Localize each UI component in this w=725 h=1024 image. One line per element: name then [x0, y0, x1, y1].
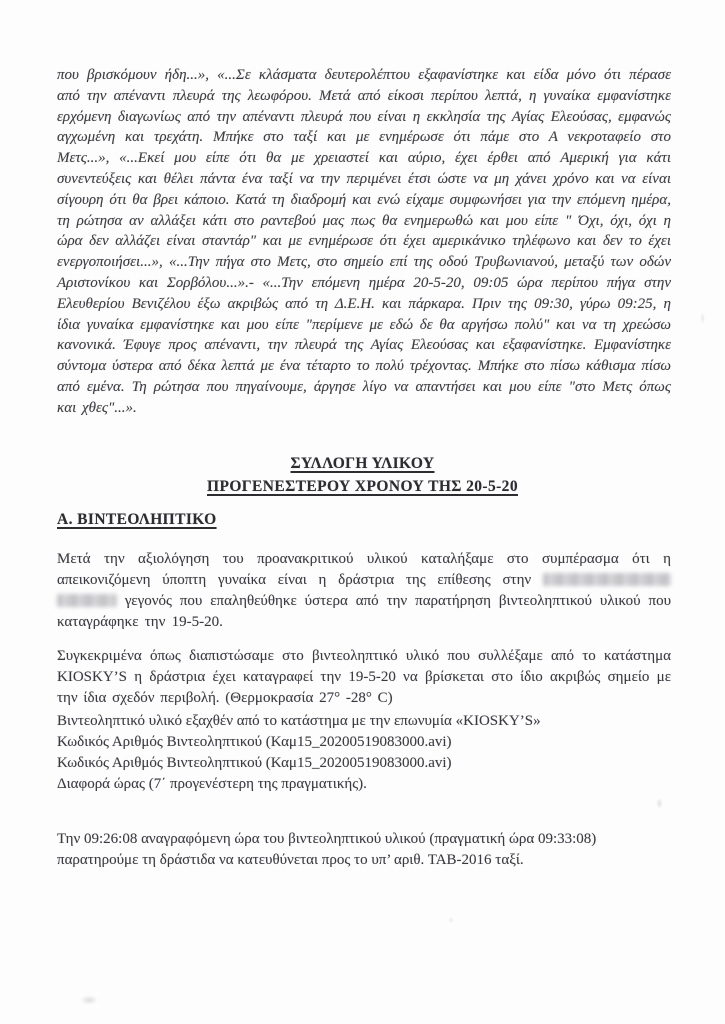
evidence-line-time-offset: Διαφορά ώρας (7΄ προγενέστερη της πραγματικής). [57, 776, 367, 792]
assessment-paragraph [57, 549, 671, 633]
scan-noise-speck [656, 798, 663, 809]
subsection-title-video: Α. ΒΙΝΤΕΟΛΗΠΤΙΚΟ [57, 511, 217, 528]
evidence-line-source: Βιντεοληπτικό υλικό εξαχθέν από το κατάστημα με την επωνυμία «KIOSKY’S» [57, 713, 541, 729]
heading-line-1: ΣΥΛΛΟΓΗ ΥΛΙΚΟΥ [290, 455, 435, 472]
heading-line-2: ΠΡΟΓΕΝΕΣΤΕΡΟΥ ΧΡΟΝΟΥ ΤΗΣ 20-5-20 [207, 478, 518, 495]
assessment-text-before-redaction: Μετά την αξιολόγηση του προανακριτικού υλικού καταλήξαμε στο συμπέρασμα ότι η απεικονιζόμενη ύποπτη γυναίκα είναι η δράστρια της επίθεσης στην [57, 551, 671, 588]
assessment-text-after-redaction: γεγονός που επαληθεύθηκε ύστερα από την παρατήρηση βιντεοληπτικού υλικού που καταγράφηκε την 19-5-20. [57, 593, 671, 630]
evidence-list [57, 711, 677, 795]
observation-paragraph: Την 09:26:08 αναγραφόμενη ώρα του βιντεοληπτικού υλικού (πραγματική ώρα 09:33:08) παρατηρούμε τη δράστιδα να κατευθύνεται προς το υπ’ αριθ. ΤΑΒ-2016 ταξί. [57, 831, 597, 868]
evidence-line-code-1: Κωδικός Αριθμός Βιντεοληπτικού (Καμ15_20200519083000.avi) [57, 734, 452, 750]
redaction-blur-2 [57, 594, 117, 607]
evidence-line-code-2: Κωδικός Αριθμός Βιντεοληπτικού (Καμ15_20200519083000.avi) [57, 755, 452, 771]
section-heading [0, 452, 725, 498]
scan-noise-speck [448, 917, 454, 923]
scan-noise-speck [700, 312, 705, 324]
redaction-blur-1 [543, 573, 671, 586]
scan-noise-speck [80, 995, 98, 1005]
testimony-paragraph: που βρισκόμουν ήδη...», «...Σε κλάσματα δευτερολέπτου εξαφανίστηκε και είδα μόνο ότι πέρασε από την απέναντι πλευρά της λεωφόρου. Μετά από είκοσι περίπου λεπτά, η γυναίκα εμφανίστηκε ερχόμενη διαγωνίως από την απέναντι πλευρά που είναι η εκκλησία της Αγίας Ελεούσας, εμφανώς αγχωμένη και τρεχάτη. Μπήκε στο ταξί και με ενημέρωσε ότι πάμε στο Α νεκροταφείο στο Μετς...», «...Εκεί μου είπε ότι θα με χρειαστεί και αύριο, έχει έρθει από Αμερική για κάτι συνεντεύξεις και θέλει πάντα ένα ταξί να την περιμένει έτσι ώστε να μη χάνει χρόνο και να είναι σίγουρη ότι θα βρει κάποιο. Κατά τη διαδρομή και ενώ είχαμε συμφωνήσει για την επόμενη ημέρα, τη ρώτησα αν αλλάξει κάτι στο ραντεβού μας πως θα ενημερωθώ και μου είπε " Όχι, όχι, όχι η ώρα δεν αλλάζει είναι σταντάρ" και με ενημέρωσε ότι έχει αμερικάνικο τηλέφωνο και δεν το έχει ενεργοποιήσει...», «...Την πήγα στο Μετς, στο σημείο επί της οδού Τρυβωνιανού, μεταξύ των οδών Αριστονίκου και Σορβόλου...».- «...Την επόμενη ημέρα 20-5-20, 09:05 ώρα περίπου πήγα στην Ελευθερίου Βενιζέλου έξω ακριβώς από τη Δ.Ε.Η. και πάρκαρα. Πριν της 09:30, γύρω 09:25, η ίδια γυναίκα εμφανίστηκε και μου είπε "περίμενε με εδώ δε θα αργήσω πολύ" και να τη χρεώσω κανονικά. Έφυγε προς απέναντι, την πλευρά της Αγίας Ελεούσας και εξαφανίστηκε. Εμφανίστηκε σύντομα ύστερα από δέκα λεπτά με ένα τέταρτο το πολύ τρέχοντας. Μπήκε στο πίσω κάθισμα πίσω από εμένα. Τη ρώτησα που πηγαίνουμε, άργησε λίγο να απαντήσει και μου είπε "στο Μετς όπως και χθες"...». [57, 67, 671, 416]
kiosk-footage-paragraph: Συγκεκριμένα όπως διαπιστώσαμε στο βιντεοληπτικό υλικό που συλλέξαμε από το κατάστημα KIOSKY’S η δράστρια έχει καταγραφεί την 19-5-20 να βρίσκεται στο ίδιο ακριβώς σημείο με την ίδια σχεδόν περιβολή. (Θερμοκρασία 27° -28° C) [57, 648, 671, 706]
